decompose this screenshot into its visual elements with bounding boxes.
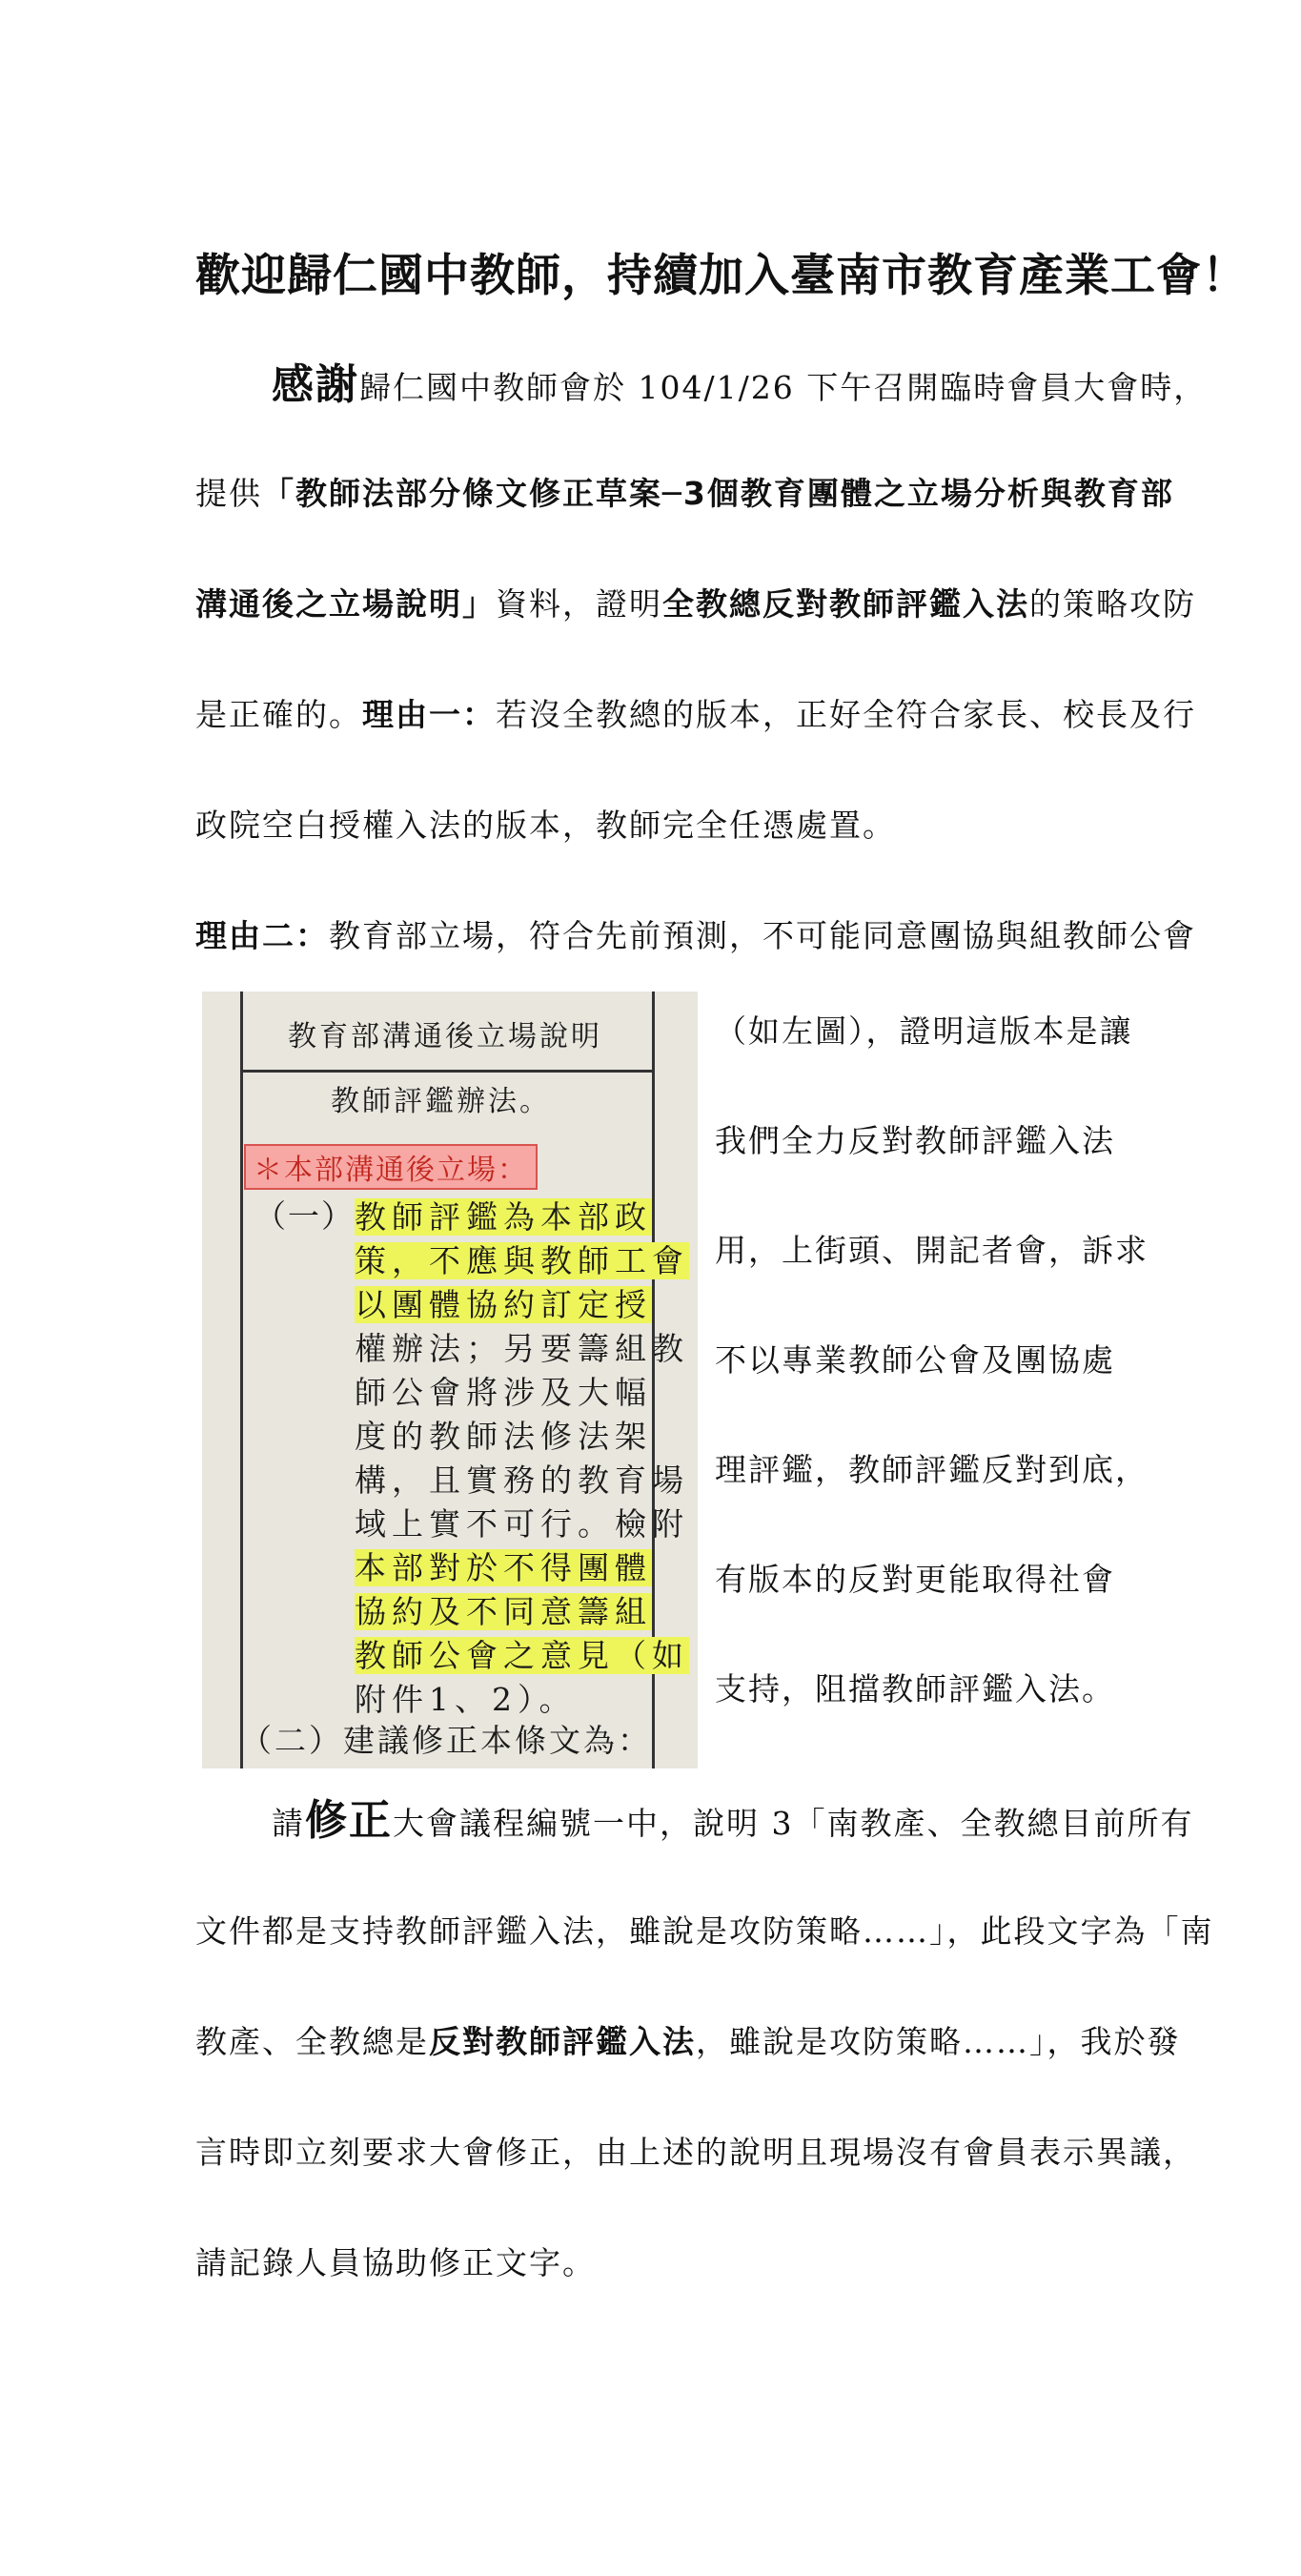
para3-line5: 請記錄人員協助修正文字。 bbox=[195, 2244, 596, 2281]
photo-body-line: 構，且實務的教育場 bbox=[355, 1462, 689, 1499]
page-title: 歡迎歸仁國中教師，持續加入臺南市教育產業工會！ bbox=[195, 250, 1248, 302]
table-border-left bbox=[240, 992, 243, 1768]
emphasis-thanks: 感謝 bbox=[272, 360, 359, 409]
side-text-line: （如左圖），證明這版本是讓 bbox=[715, 1012, 1133, 1050]
photo-item-1: （一） bbox=[254, 1197, 355, 1235]
emphasis-correct: 修正 bbox=[305, 1796, 393, 1845]
photo-item-2: （二）建議修正本條文為： bbox=[240, 1722, 652, 1759]
para3-line3: 教產、全教總是反對教師評鑑入法，雖說是攻防策略……」，我於發 bbox=[195, 2023, 1181, 2060]
photo-body-line: 教師評鑑為本部政 bbox=[355, 1198, 652, 1236]
para1-line2: 提供「教師法部分條文修正草案─3個教育團體之立場分析與教育部 bbox=[195, 475, 1174, 512]
side-text-line: 支持，阻擋教師評鑑入法。 bbox=[715, 1670, 1115, 1707]
side-text-line: 我們全力反對教師評鑑入法 bbox=[715, 1122, 1115, 1159]
photo-body-line: 域上實不可行。檢附 bbox=[355, 1505, 689, 1543]
photo-body-line: 教師公會之意見（如 bbox=[355, 1637, 689, 1674]
side-text-line: 不以專業教師公會及團協處 bbox=[715, 1341, 1115, 1379]
photo-body-line: 以團體協約訂定授 bbox=[355, 1286, 652, 1323]
para3-line2: 文件都是支持教師評鑑入法，雖說是攻防策略……」，此段文字為「南 bbox=[195, 1912, 1214, 1950]
para3-line1: 請修正大會議程編號一中，說明 3「南教產、全教總目前所有 bbox=[272, 1796, 1194, 1845]
side-text-line: 用，上街頭、開記者會，訴求 bbox=[715, 1232, 1149, 1269]
table-border-header bbox=[240, 1070, 652, 1073]
side-text-line: 理評鑑，教師評鑑反對到底， bbox=[715, 1451, 1149, 1488]
para1-line1: 感謝歸仁國中教師會於 104/1/26 下午召開臨時會員大會時， bbox=[272, 360, 1208, 409]
photo-subheader: 教師評鑑辦法。 bbox=[331, 1085, 551, 1118]
document-photo bbox=[202, 992, 698, 1768]
photo-position-tag: ＊本部溝通後立場： bbox=[244, 1144, 538, 1190]
photo-body-line: 權辦法；另要籌組教 bbox=[355, 1330, 689, 1367]
photo-body-line: 本部對於不得團體 bbox=[355, 1549, 652, 1586]
para1-line5: 政院空白授權入法的版本，教師完全任憑處置。 bbox=[195, 807, 896, 844]
photo-body-line: 度的教師法修法架 bbox=[355, 1418, 652, 1455]
photo-body-line: 協約及不同意籌組 bbox=[355, 1593, 652, 1630]
photo-body-line: 附件1、2）。 bbox=[355, 1681, 577, 1718]
photo-body-line: 策，不應與教師工會 bbox=[355, 1242, 689, 1279]
photo-header: 教育部溝通後立場說明 bbox=[288, 1020, 602, 1053]
para2-line1: 理由二：教育部立場，符合先前預測，不可能同意團協與組教師公會 bbox=[195, 917, 1196, 954]
para1-line4: 是正確的。理由一：若沒全教總的版本，正好全符合家長、校長及行 bbox=[195, 696, 1196, 733]
para3-line4: 言時即立刻要求大會修正，由上述的說明且現場沒有會員表示異議， bbox=[195, 2134, 1196, 2171]
photo-body-line: 師公會將涉及大幅 bbox=[355, 1374, 652, 1411]
para1-line3: 溝通後之立場說明」資料，證明全教總反對教師評鑑入法的策略攻防 bbox=[195, 585, 1196, 623]
side-text-line: 有版本的反對更能取得社會 bbox=[715, 1561, 1115, 1598]
